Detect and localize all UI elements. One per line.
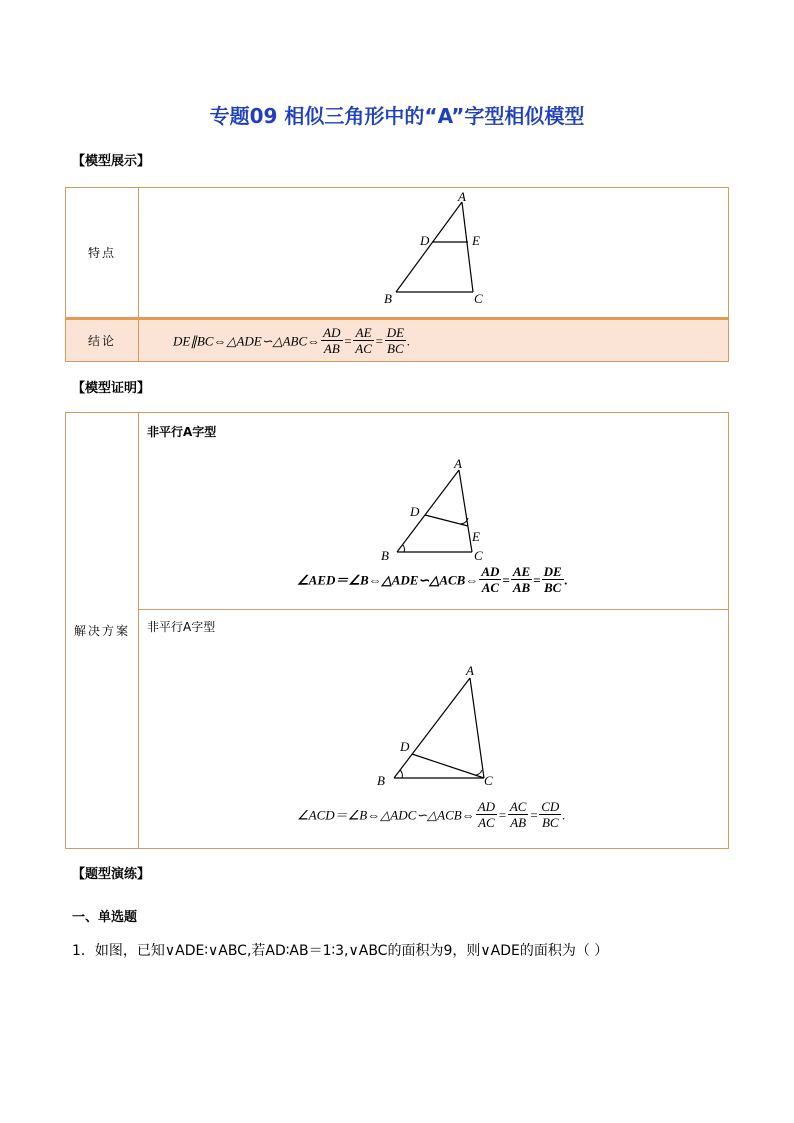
feature-label: 特点 <box>66 188 139 319</box>
conclusion-lead: DE∥BC⇔△ADE∽△ABC⇔ <box>173 333 321 348</box>
question-group-heading: 一、单选题 <box>72 910 138 925</box>
case2-heading: 非平行A字型 <box>147 620 216 634</box>
case1-cell <box>139 413 729 610</box>
case2-point-d: D <box>400 739 410 754</box>
case2-cell <box>139 610 729 849</box>
section-model-display: 【模型展示】 <box>72 154 151 169</box>
case1-heading: 非平行A字型 <box>147 425 217 439</box>
fraction-ae-ac: $\frac{AE}{AC}$ <box>355 324 372 356</box>
model-display-table <box>65 187 729 362</box>
section-practice: 【题型演练】 <box>72 867 151 882</box>
section-model-proof: 【模型证明】 <box>72 381 151 396</box>
point-d-label: D <box>420 233 430 248</box>
case1-point-c: C <box>474 548 483 562</box>
case2-formula: ∠ACD＝∠B⇔△ADC∽△ACB⇔ $\frac{AD}{AC}$ = $\frac{AC}{AB}$ = $\frac{CD}{BC}$ . <box>297 799 566 830</box>
point-b-label: B <box>384 291 392 306</box>
a-shape-nonparallel-figure-1 <box>139 442 728 562</box>
question-1-text: 1．如图，已知∨ADE∶∨ABC,若AD∶AB＝1∶3,∨ABC的面积为9，则∨ADE的面积为（ ） <box>72 943 609 959</box>
case1-point-d: D <box>410 504 420 519</box>
fraction-ad-ab: $\frac{AD}{AB}$ <box>323 324 341 356</box>
a-shape-nonparallel-figure-2 <box>139 643 728 793</box>
case2-point-b: B <box>377 773 385 788</box>
case1-formula: ∠AED＝∠B⇔△ADE∽△ACB⇔ $\frac{AD}{AC}$ = $\frac{AE}{AB}$ = $\frac{DE}{BC}$ . <box>297 564 568 595</box>
feature-figure-cell <box>139 188 729 319</box>
fraction-de-bc: $\frac{DE}{BC}$ <box>386 324 405 356</box>
conclusion-label: 结论 <box>66 319 139 362</box>
point-a-label: A <box>458 189 466 204</box>
case2-point-a: A <box>466 663 474 678</box>
case1-point-a: A <box>454 456 462 471</box>
solution-label: 解决方案 <box>66 413 139 849</box>
page-title: 专题09 相似三角形中的“A”字型相似模型 <box>209 104 585 128</box>
point-e-label: E <box>472 233 480 248</box>
model-proof-table <box>65 412 729 849</box>
case1-point-e: E <box>472 529 480 544</box>
a-shape-parallel-figure <box>139 188 728 313</box>
case2-point-c: C <box>484 773 493 788</box>
case1-point-b: B <box>381 548 389 562</box>
point-c-label: C <box>474 291 483 306</box>
conclusion-formula: DE∥BC⇔△ADE∽△ABC⇔ $\frac{AD}{AB}$ = $\frac{AE}{AC}$ = $\frac{DE}{BC}$ . <box>139 319 729 362</box>
